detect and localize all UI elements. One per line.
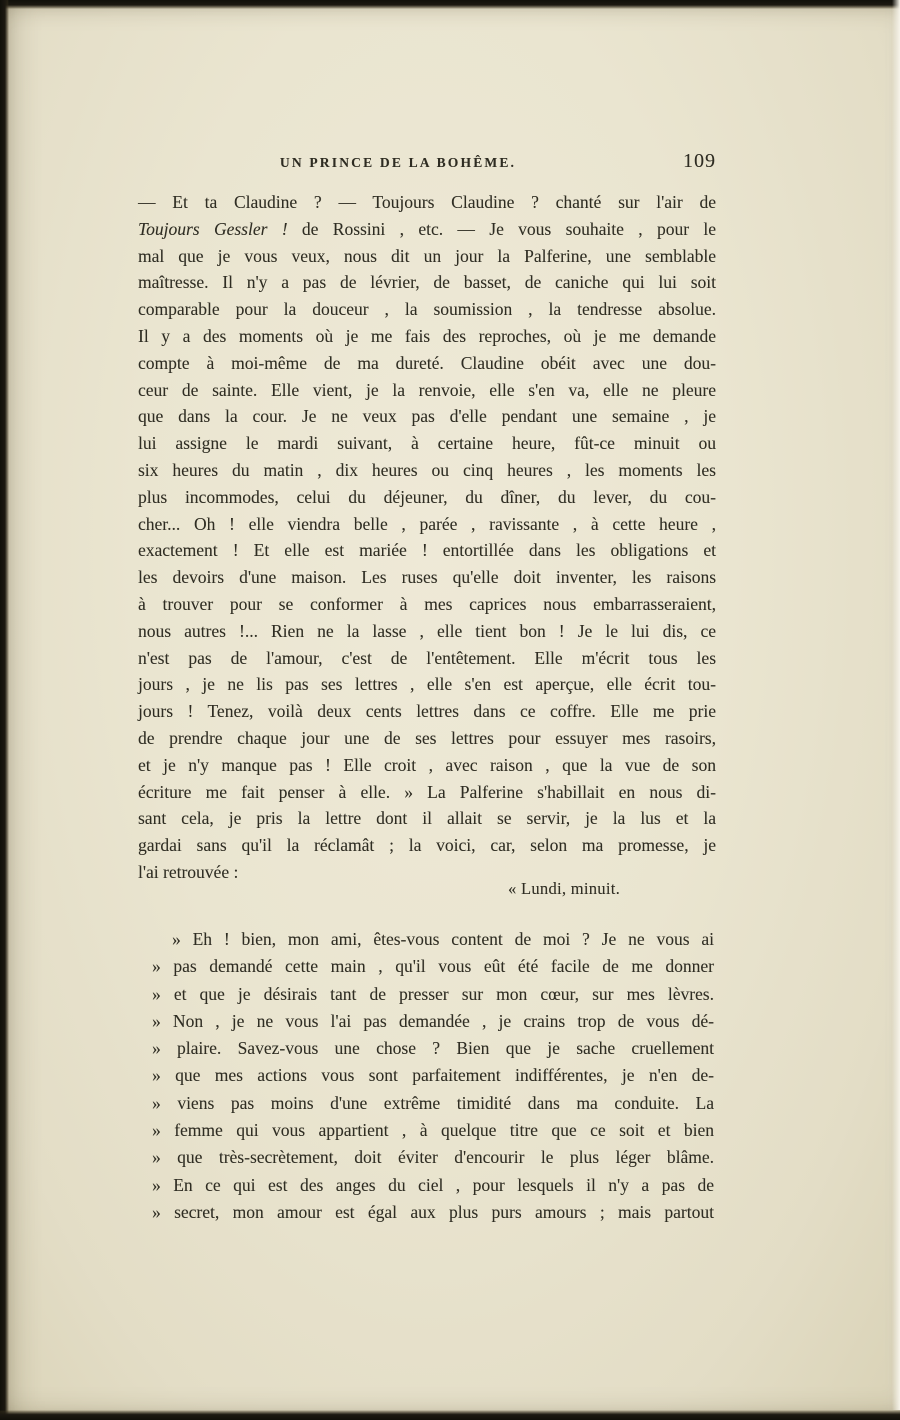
scan-edge-top [0, 0, 900, 9]
text-line: gardai sans qu'il la réclamât ; la voici, car, selon ma promesse, je [138, 835, 716, 856]
text-line: cher... Oh ! elle viendra belle , parée , ravissante , à cette heure , [138, 513, 716, 534]
text-line: ceur de sainte. Elle vient, je la renvoie, elle s'en va, elle ne pleure [138, 379, 716, 400]
scan-edge-bottom [0, 1410, 900, 1420]
text-line: Toujours Gessler ! de Rossini , etc. — Je vous souhaite , pour le [138, 218, 716, 239]
text-line: » pas demandé cette main , qu'il vous eût été facile de me donner [152, 956, 714, 977]
text-line: jours , je ne lis pas ses lettres , elle s'en est aperçue, elle écrit tou- [138, 674, 716, 695]
text-line: l'ai retrouvée : [138, 861, 239, 882]
letter-block [152, 926, 714, 1226]
italic-text: Toujours Gessler ! [138, 218, 288, 239]
text-line: Il y a des moments où je me fais des reproches, où je me demande [138, 325, 716, 346]
text-line: écriture me fait penser à elle. » La Palferine s'habillait en nous di- [138, 781, 716, 802]
letter-dateline: « Lundi, minuit. [508, 879, 621, 898]
text-line: » secret, mon amour est égal aux plus purs amours ; mais partout [152, 1201, 714, 1222]
text-line: de prendre chaque jour une de ses lettres pour essuyer mes rasoirs, [138, 727, 716, 748]
scan-edge-left [0, 0, 9, 1420]
running-title: UN PRINCE DE LA BOHÊME. [279, 155, 517, 170]
text-line: exactement ! Et elle est mariée ! entortillée dans les obligations et [138, 540, 716, 561]
text-line: » Non , je ne vous l'ai pas demandée , je crains trop de vous dé- [152, 1010, 714, 1031]
text-line: » que très-secrètement, doit éviter d'encourir le plus léger blâme. [152, 1147, 714, 1168]
text-line: » viens pas moins d'une extrême timidité dans ma conduite. La [152, 1092, 714, 1113]
text-line: six heures du matin , dix heures ou cinq heures , les moments les [138, 459, 716, 480]
text-line: sant cela, je pris la lettre dont il allait se servir, je la lus et la [138, 808, 716, 829]
text-line: lui assigne le mardi suivant, à certaine heure, fût-ce minuit ou [138, 433, 716, 454]
text-line: que dans la cour. Je ne veux pas d'elle pendant une semaine , je [138, 406, 716, 427]
text-line: à trouver pour se conformer à mes caprices nous embarrasseraient, [138, 593, 716, 614]
scan-edge-right-highlight [892, 0, 900, 1410]
text-line: » Eh ! bien, mon ami, êtes-vous content de moi ? Je ne vous ai [172, 929, 714, 949]
text-line: — Et ta Claudine ? — Toujours Claudine ? chanté sur l'air de [138, 192, 716, 212]
text-line: nous autres !... Rien ne la lasse , elle tient bon ! Je le lui dis, ce [138, 620, 716, 641]
dateline-row [138, 879, 716, 899]
text-line: compte à moi-même de ma dureté. Claudine obéit avec une dou- [138, 352, 716, 373]
text-line: les devoirs d'une maison. Les ruses qu'elle doit inventer, les raisons [138, 567, 716, 588]
text-line: et je n'y manque pas ! Elle croit , avec raison , que la vue de son [138, 754, 716, 775]
text-line: mal que je vous veux, nous dit un jour la Palferine, une semblable [138, 245, 716, 266]
paragraph-block [138, 189, 716, 886]
running-head [138, 150, 716, 176]
text-line: » En ce qui est des anges du ciel , pour lesquels il n'y a pas de [152, 1174, 714, 1195]
text-line: » que mes actions vous sont parfaitement indifférentes, je n'en de- [152, 1065, 714, 1086]
text-line: comparable pour la douceur , la soumission , la tendresse absolue. [138, 299, 716, 320]
text-line: plus incommodes, celui du déjeuner, du dîner, du lever, du cou- [138, 486, 716, 507]
text-line: n'est pas de l'amour, c'est de l'entêtement. Elle m'écrit tous les [138, 647, 716, 668]
text-line: » plaire. Savez-vous une chose ? Bien que je sache cruellement [152, 1038, 714, 1059]
text-line: maîtresse. Il n'y a pas de lévrier, de basset, de caniche qui lui soit [138, 272, 716, 293]
text-line: jours ! Tenez, voilà deux cents lettres dans ce coffre. Elle me prie [138, 701, 716, 722]
text-line: » et que je désirais tant de presser sur mon cœur, sur mes lèvres. [152, 983, 714, 1004]
page-number: 109 [683, 150, 716, 172]
text-line: » femme qui vous appartient , à quelque titre que ce soit et bien [152, 1120, 714, 1141]
